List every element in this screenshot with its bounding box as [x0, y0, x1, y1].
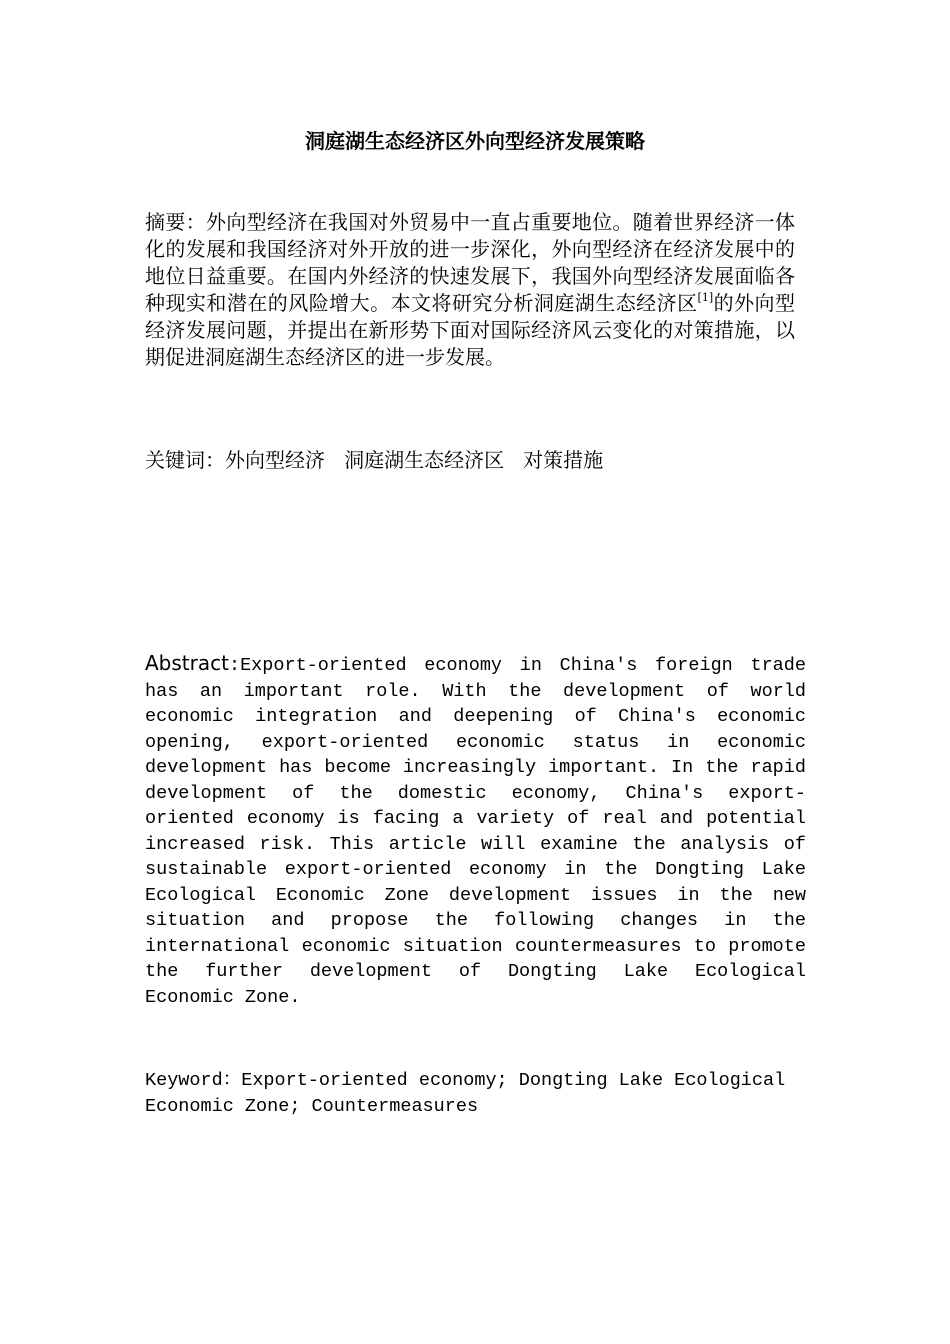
- english-abstract-text: :Export-oriented economy in China's foreign trade has an important role. With the development of world economic integration and deepening of China's economic opening, export-oriented economic status in economic development has become increasingly important. In the rapid development of the domestic economy, China's export-oriented economy is facing a variety of real and potential increased risk. This article will examine the analysis of sustainable export-oriented economy in the Dongting Lake Ecological Economic Zone development issues in the new situation and propose the following changes in the international economic situation countermeasures to promote the further development of Dongting Lake Ecological Economic Zone.: [145, 655, 806, 1008]
- chinese-keywords: 关键词：外向型经济 洞庭湖生态经济区 对策措施: [145, 448, 604, 472]
- chinese-abstract: [145, 209, 795, 371]
- reference-marker: [1]: [697, 291, 714, 304]
- chinese-abstract-text-part1: 摘要：外向型经济在我国对外贸易中一直占重要地位。随着世界经济一体化的发展和我国经济对外开放的进一步深化，外向型经济在经济发展中的地位日益重要。在国内外经济的快速发展下，我国外向型经济发展面临各种现实和潜在的风险增大。本文将研究分析洞庭湖生态经济区: [145, 210, 795, 315]
- english-abstract-label: Abstract: [145, 651, 229, 675]
- chinese-abstract-text-part2: 的外向型经济发展问题，并提出在新形势下面对国际经济风云变化的对策措施，以期促进洞庭湖生态经济区的进一步发展。: [145, 291, 795, 369]
- english-keywords: Keyword：Export-oriented economy; Dongting Lake Ecological Economic Zone; Countermeasures: [145, 1070, 786, 1117]
- page-title: 洞庭湖生态经济区外向型经济发展策略: [305, 129, 645, 153]
- english-abstract: [145, 651, 806, 1010]
